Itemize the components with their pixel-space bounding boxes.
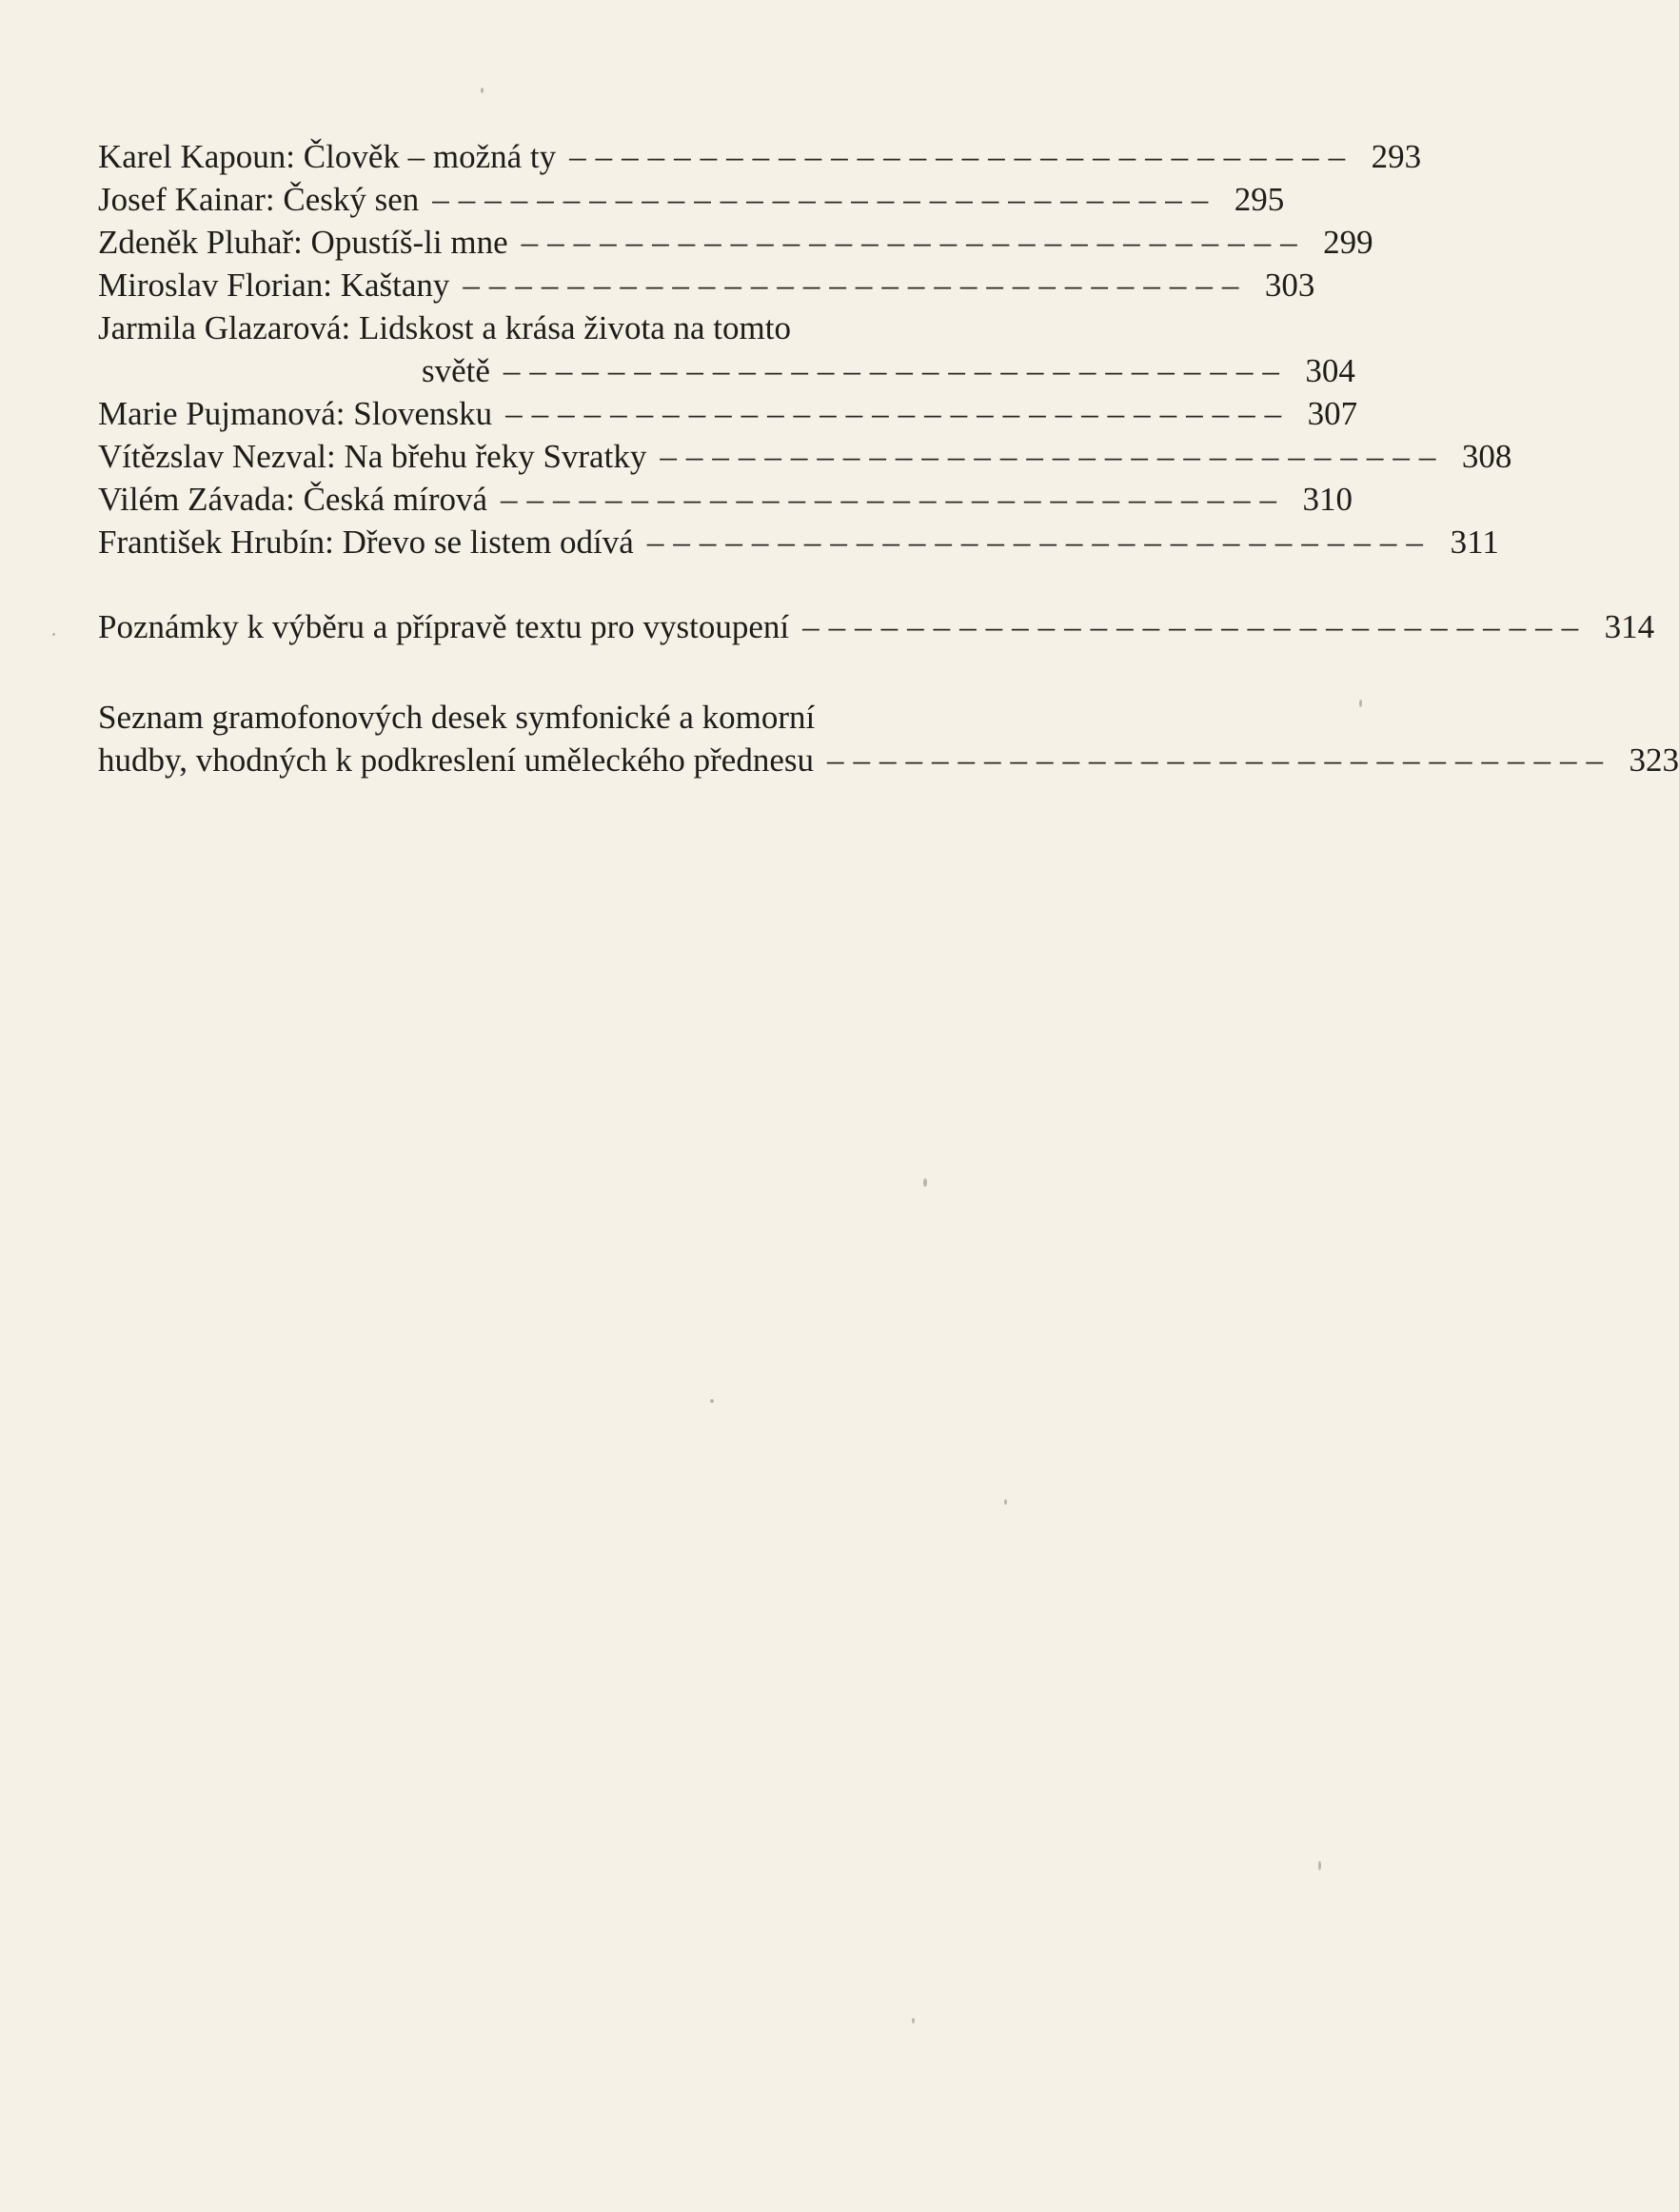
dot-leader: –––––––––––––––––––––––––––––– <box>660 438 1446 475</box>
toc-entry <box>98 178 1285 221</box>
toc-entry-page: 303 <box>1264 267 1315 304</box>
toc-entry-page: 299 <box>1323 224 1373 261</box>
section-spacer <box>98 563 1164 605</box>
toc-entry-title: Josef Kainar: Český sen <box>98 181 420 218</box>
toc-entry-page: 304 <box>1305 352 1355 389</box>
toc-entry-title: Jarmila Glazarová: Lidskost a krása života na tomto <box>98 309 791 346</box>
paper-speck <box>481 88 484 93</box>
dot-leader: –––––––––––––––––––––––––––––– <box>521 224 1307 261</box>
toc-entry-page: 314 <box>1604 608 1655 645</box>
toc-entry-records-continuation <box>98 739 1679 781</box>
dot-leader: –––––––––––––––––––––––––––––– <box>802 608 1589 645</box>
toc-entry-page: 308 <box>1461 438 1512 475</box>
toc-entry <box>98 435 1512 478</box>
toc-entry-title: Seznam gramofonových desek symfonické a komorní <box>98 699 816 736</box>
toc-entry-page: 310 <box>1302 481 1353 518</box>
toc-entry-notes <box>98 605 1655 648</box>
toc-entry-page: 323 <box>1629 741 1679 779</box>
toc-entry-title: František Hrubín: Dřevo se listem odívá <box>98 523 634 561</box>
toc-entry <box>98 264 1315 306</box>
toc-entry <box>98 135 1422 178</box>
table-of-contents <box>98 135 1679 781</box>
toc-entry-title: hudby, vhodných k podkreslení uměleckého přednesu <box>98 741 814 779</box>
toc-entry <box>98 221 1373 264</box>
paper-speck <box>1004 1499 1007 1505</box>
toc-entry-records <box>98 696 1164 739</box>
paper-speck <box>710 1399 714 1403</box>
dot-leader: –––––––––––––––––––––––––––––– <box>501 481 1287 518</box>
toc-entry-title: Vítězslav Nezval: Na břehu řeky Svratky <box>98 438 647 475</box>
toc-entry-page: 307 <box>1307 395 1358 432</box>
toc-entry-title: Zdeněk Pluhař: Opustíš-li mne <box>98 224 508 261</box>
toc-entry-title: Vilém Závada: Česká mírová <box>98 481 488 518</box>
toc-entry-title: Miroslav Florian: Kaštany <box>98 267 450 304</box>
toc-entry-title: Marie Pujmanová: Slovensku <box>98 395 493 432</box>
paper-speck <box>923 1178 927 1187</box>
toc-entry-page: 311 <box>1450 523 1499 561</box>
toc-entry-title: Poznámky k výběru a přípravě textu pro vystoupení <box>98 608 790 645</box>
dot-leader: –––––––––––––––––––––––––––––– <box>432 181 1218 218</box>
dot-leader: –––––––––––––––––––––––––––––– <box>463 267 1249 304</box>
dot-leader: –––––––––––––––––––––––––––––– <box>505 395 1292 432</box>
paper-speck <box>1318 1861 1321 1870</box>
toc-entry-title: světě <box>422 352 490 389</box>
paper-speck <box>1359 700 1362 707</box>
toc-entry <box>98 478 1353 521</box>
toc-entry-page: 295 <box>1234 181 1285 218</box>
toc-entry-title: Karel Kapoun: Člověk – možná ty <box>98 138 557 175</box>
dot-leader: –––––––––––––––––––––––––––––– <box>503 352 1289 389</box>
dot-leader: –––––––––––––––––––––––––––––– <box>827 741 1612 779</box>
dot-leader: –––––––––––––––––––––––––––––– <box>646 523 1432 561</box>
toc-entry <box>98 521 1499 563</box>
toc-entry-page: 293 <box>1371 138 1422 175</box>
toc-entry <box>98 306 1164 349</box>
section-spacer <box>98 648 1164 696</box>
paper-speck <box>52 633 55 636</box>
toc-entry-continuation <box>98 349 1355 392</box>
dot-leader: –––––––––––––––––––––––––––––– <box>569 138 1355 175</box>
toc-entry <box>98 392 1358 435</box>
paper-speck <box>912 2018 915 2024</box>
